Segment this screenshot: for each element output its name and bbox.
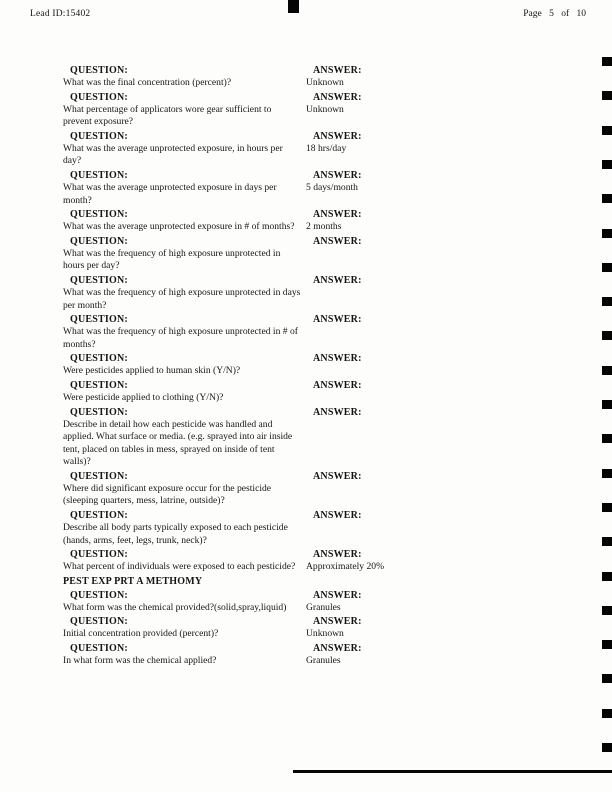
question-cell <box>63 64 306 90</box>
lead-id-label: Lead ID:15402 <box>30 9 91 19</box>
qa-row <box>63 509 588 547</box>
question-label: QUESTION: <box>70 314 128 326</box>
page-number-label: Page 5 of 10 <box>523 9 586 19</box>
question-text: Initial concentration provided (percent)? <box>63 628 219 640</box>
qa-row <box>63 615 588 641</box>
qa-row <box>63 130 588 168</box>
qa-list <box>63 64 588 669</box>
question-cell <box>63 615 306 641</box>
question-cell <box>63 208 306 234</box>
answer-label: ANSWER: <box>313 616 362 628</box>
answer-cell <box>306 91 588 129</box>
question-cell <box>63 274 306 312</box>
answer-cell <box>306 548 588 574</box>
question-label: QUESTION: <box>70 643 128 655</box>
answer-cell <box>306 130 588 168</box>
scan-artifact-edge-mark <box>602 674 612 683</box>
scan-artifact-edge-mark <box>602 297 612 306</box>
answer-cell <box>306 642 588 668</box>
question-text: What was the average unprotected exposure, in hours per day? <box>63 142 283 167</box>
answer-label: ANSWER: <box>313 130 362 142</box>
question-cell <box>63 352 306 378</box>
qa-row <box>63 208 588 234</box>
question-cell <box>63 235 306 273</box>
scan-artifact-edge-mark <box>602 229 612 238</box>
question-cell <box>63 509 306 547</box>
answer-text: Unknown <box>306 77 344 88</box>
scan-artifact-edge-mark <box>602 160 612 169</box>
answer-label: ANSWER: <box>313 353 362 365</box>
question-label: QUESTION: <box>70 274 128 286</box>
question-text: Where did significant exposure occur for the pesticide (sleeping quarters, mess, latrine, outside)? <box>63 482 272 507</box>
answer-cell <box>306 615 588 641</box>
qa-row <box>63 313 588 351</box>
question-text: What percentage of applicators wore gear sufficient to prevent exposure? <box>63 103 272 128</box>
answer-cell <box>306 589 588 615</box>
question-text: What was the average unprotected exposure in days per month? <box>63 181 277 206</box>
qa-row <box>63 274 588 312</box>
question-text: What was the frequency of high exposure unprotected in # of months? <box>63 326 298 350</box>
answer-text: Granules <box>306 655 341 667</box>
scan-artifact-edge-mark <box>602 640 612 649</box>
answer-label: ANSWER: <box>313 589 362 601</box>
answer-text: Unknown <box>306 628 344 640</box>
scan-artifact-edge-mark <box>602 126 612 135</box>
answer-cell <box>306 470 588 508</box>
qa-row <box>63 64 588 90</box>
answer-label: ANSWER: <box>313 406 362 418</box>
question-label: QUESTION: <box>70 169 128 181</box>
question-text: Were pesticide applied to clothing (Y/N)? <box>63 391 224 403</box>
qa-row <box>63 379 588 405</box>
question-cell <box>63 642 306 668</box>
qa-row <box>63 548 588 574</box>
answer-text: Approximately 20% <box>306 561 385 573</box>
answer-text: Granules <box>306 601 341 613</box>
answer-label: ANSWER: <box>313 235 362 247</box>
answer-cell <box>306 169 588 207</box>
question-label: QUESTION: <box>70 470 128 482</box>
scan-artifact-edge-mark <box>602 469 612 478</box>
question-label: QUESTION: <box>70 65 128 76</box>
page-header <box>0 9 612 23</box>
answer-cell <box>306 208 588 234</box>
qa-row <box>63 406 588 469</box>
question-text: What form was the chemical provided?(solid,spray,liquid) <box>63 601 287 613</box>
question-text: What was the final concentration (percent)? <box>63 77 232 88</box>
section-heading: PEST EXP PRT A METHOMY <box>63 575 203 587</box>
question-text: What was the frequency of high exposure unprotected in hours per day? <box>63 247 281 272</box>
question-text: What was the frequency of high exposure unprotected in days per month? <box>63 286 301 311</box>
scan-artifact-edge-mark <box>602 503 612 512</box>
qa-row <box>63 352 588 378</box>
answer-cell <box>306 235 588 273</box>
question-label: QUESTION: <box>70 549 128 561</box>
scan-artifact-top <box>288 0 299 13</box>
question-cell <box>63 406 306 469</box>
scan-artifact-edge-mark <box>602 434 612 443</box>
question-label: QUESTION: <box>70 589 128 601</box>
answer-label: ANSWER: <box>313 643 362 655</box>
qa-row <box>63 235 588 273</box>
scan-artifact-edge-mark <box>602 572 612 581</box>
answer-cell <box>306 274 588 312</box>
question-cell <box>63 589 306 615</box>
scan-artifact-edge-mark <box>602 709 612 718</box>
answer-cell <box>306 509 588 547</box>
question-label: QUESTION: <box>70 406 128 418</box>
question-cell <box>63 130 306 168</box>
question-label: QUESTION: <box>70 235 128 247</box>
answer-label: ANSWER: <box>313 314 362 326</box>
answer-label: ANSWER: <box>313 379 362 391</box>
question-text: What percent of individuals were exposed to each pesticide? <box>63 561 296 573</box>
qa-row <box>63 589 588 615</box>
scan-artifact-edge-mark <box>602 91 612 100</box>
qa-row <box>63 642 588 668</box>
scan-artifact-edge-mark <box>602 400 612 409</box>
answer-cell <box>306 313 588 351</box>
scan-artifact-edge-mark <box>602 57 612 66</box>
scan-artifact-edge-mark <box>602 331 612 340</box>
answer-text: 5 days/month <box>306 181 358 193</box>
question-text: In what form was the chemical applied? <box>63 655 217 667</box>
answer-label: ANSWER: <box>313 549 362 561</box>
question-cell <box>63 379 306 405</box>
question-label: QUESTION: <box>70 379 128 391</box>
question-label: QUESTION: <box>70 91 128 103</box>
answer-label: ANSWER: <box>313 169 362 181</box>
scan-artifact-edge-mark <box>602 366 612 375</box>
question-text: Were pesticides applied to human skin (Y/N)? <box>63 365 241 377</box>
scan-artifact-edge-mark <box>602 194 612 203</box>
answer-label: ANSWER: <box>313 91 362 103</box>
question-label: QUESTION: <box>70 209 128 221</box>
question-cell <box>63 91 306 129</box>
question-label: QUESTION: <box>70 616 128 628</box>
qa-row <box>63 91 588 129</box>
scan-artifact-edge-mark <box>602 537 612 546</box>
answer-cell <box>306 64 588 90</box>
scan-artifact-edge-mark <box>602 743 612 752</box>
answer-text: Unknown <box>306 103 344 115</box>
answer-text: 18 hrs/day <box>306 142 347 154</box>
question-label: QUESTION: <box>70 353 128 365</box>
answer-text: 2 months <box>306 221 342 233</box>
answer-cell <box>306 352 588 378</box>
answer-label: ANSWER: <box>313 65 362 76</box>
scan-artifact-edge-mark <box>602 606 612 615</box>
question-cell <box>63 169 306 207</box>
question-label: QUESTION: <box>70 130 128 142</box>
question-text: Describe in detail how each pesticide was handled and applied. What surface or media. (e.g. sprayed into air inside tent, placed on tables in mess, sprayed on inside of tent walls)? <box>63 418 293 468</box>
question-cell <box>63 470 306 508</box>
scan-artifact-bottom <box>293 770 612 773</box>
answer-label: ANSWER: <box>313 510 362 522</box>
answer-label: ANSWER: <box>313 470 362 482</box>
question-cell <box>63 548 306 574</box>
question-cell <box>63 313 306 351</box>
question-text: Describe all body parts typically exposed to each pesticide (hands, arms, feet, legs, trunk, neck)? <box>63 522 288 546</box>
question-text: What was the average unprotected exposure in # of months? <box>63 221 295 233</box>
answer-cell <box>306 379 588 405</box>
qa-row <box>63 470 588 508</box>
question-label: QUESTION: <box>70 510 128 522</box>
answer-cell <box>306 406 588 469</box>
answer-label: ANSWER: <box>313 209 362 221</box>
qa-row <box>63 169 588 207</box>
scan-artifact-edge-mark <box>602 263 612 272</box>
answer-label: ANSWER: <box>313 274 362 286</box>
